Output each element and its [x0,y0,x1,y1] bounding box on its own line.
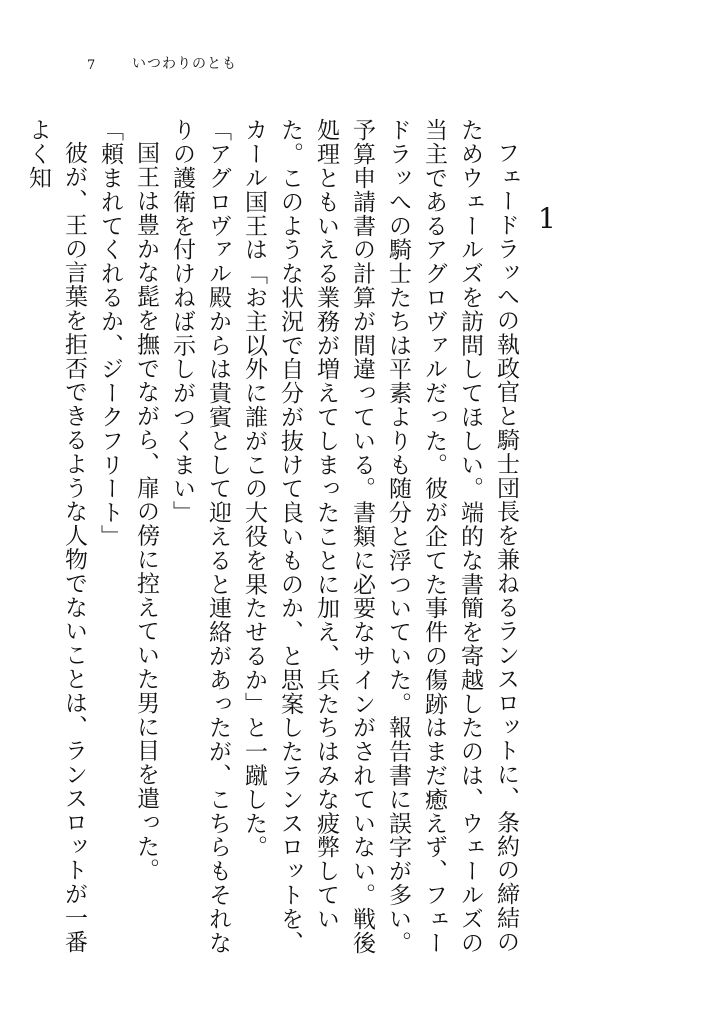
body-text [25,118,524,958]
chapter-number: 1 [538,202,556,235]
paragraph-king-gaze: 国王は豊かな髭を撫でながら、扉の傍に控えていた男に目を遣った。 [133,141,159,882]
paragraph-dialogue-escort: 「アグロヴァル殿からは貴賓として迎えると連絡があったが、こちらもそれなりの護衛を付けねば示しがつくまい」 [169,118,231,955]
running-title: いつわりのとも [132,56,237,72]
paragraph-closing: 彼が、王の言葉を拒否できるような人物でないことは、ランスロットが一番よく知 [25,118,87,954]
paragraph-opening: フェードラッへの執政官と騎士団長を兼ねるランスロットに、条約の締結のためウェールズを訪問してほしい。端的な書簡を寄越したのは、ウェールズの当主であるアグロヴァルだった。彼が企てた事件の傷跡はまだ癒えず、フェードラッへの騎士たちは平素よりも随分と浮ついていた。報告書に誤字が多い。予算申請書の計算が間違っている。書類に必要なサインがされていない。戦後処理ともいえる業務が増えてしまったことに加え、兵たちはみな疲弊していた。このような状況で自分が抜けて良いものか、と思案したランスロットを、カール国王は「お主以外に誰がこの大役を果たせるか」と一蹴した。 [241,118,519,955]
page-number: 7 [87,58,96,73]
paragraph-dialogue-request: 「頼まれてくれるか、ジークフリート」 [97,118,123,549]
